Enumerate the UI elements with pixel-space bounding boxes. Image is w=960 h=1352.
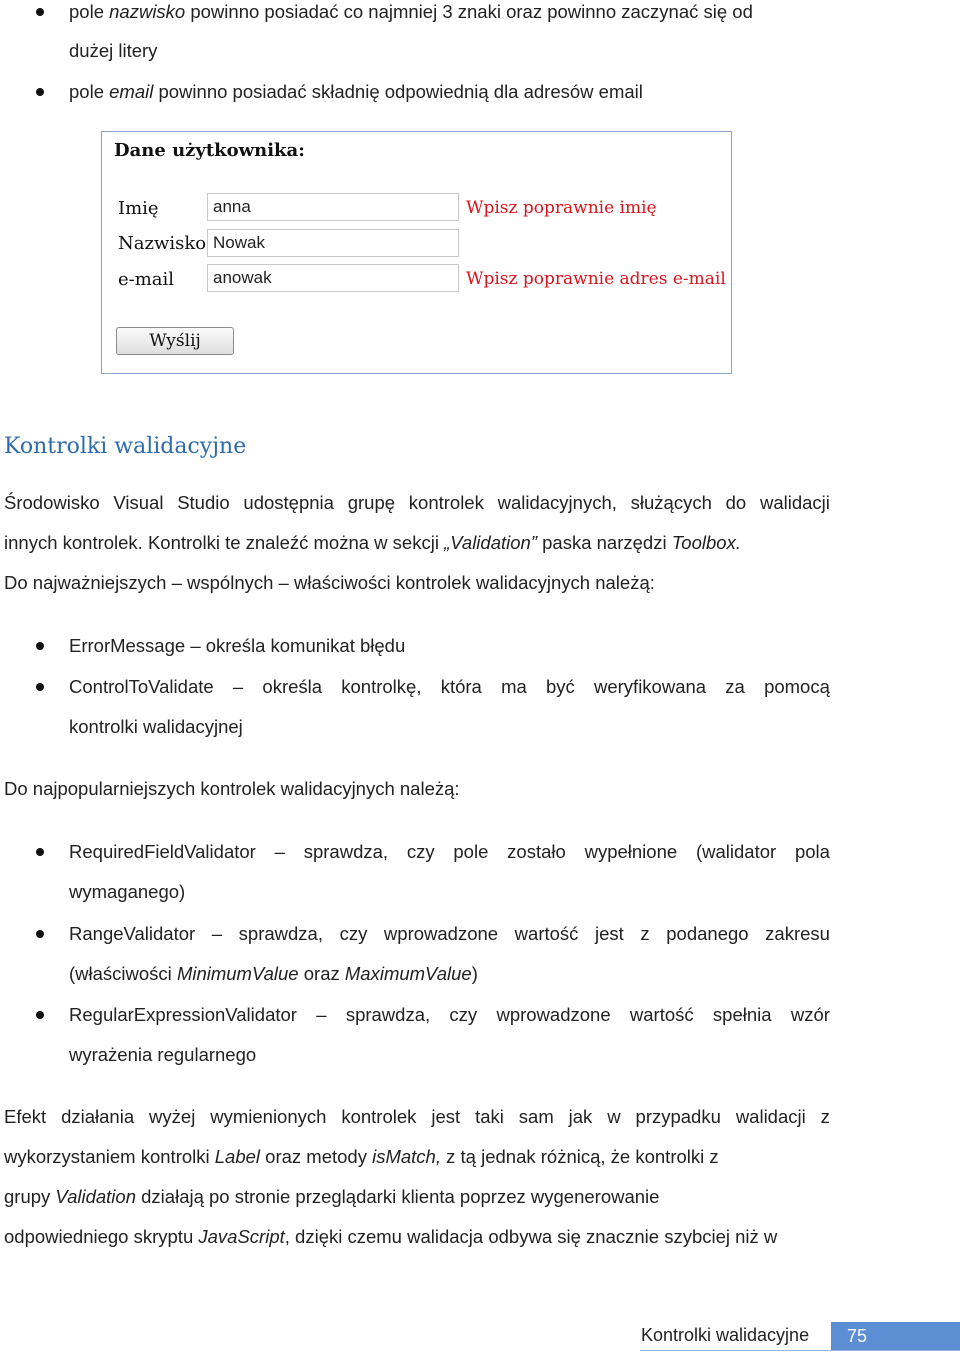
list-item: ErrorMessage – określa komunikat błędu <box>69 635 406 656</box>
list-item-continuation: wyrażenia regularnego <box>69 1044 257 1065</box>
paragraph-line: innych kontrolek. Kontrolki te znaleźć można w sekcji „Validation” paska narzędzi Toolbox. <box>4 532 741 553</box>
form-screenshot <box>101 131 732 374</box>
list-item: pole nazwisko powinno posiadać co najmniej 3 znaki oraz powinno zaczynać się od <box>69 1 753 22</box>
bullet-dot <box>36 88 44 96</box>
paragraph-line: Efekt działania wyżej wymienionych kontrolek jest taki sam jak w przypadku walidacji z <box>4 1106 830 1127</box>
field-label-email: e-mail <box>118 269 175 290</box>
list-item-continuation: dużej litery <box>69 40 158 61</box>
bullet-dot <box>36 642 44 650</box>
list-item-continuation: kontrolki walidacyjnej <box>69 716 243 737</box>
form-title: Dane użytkownika: <box>114 140 305 161</box>
list-item: RangeValidator – sprawdza, czy wprowadzone wartość jest z podanego zakresu <box>69 923 830 944</box>
bullet-dot <box>36 1011 44 1019</box>
bullet-dot <box>36 848 44 856</box>
paragraph-line: Do najpopularniejszych kontrolek walidacyjnych należą: <box>4 778 460 799</box>
list-item-continuation: (właściwości MinimumValue oraz MaximumValue) <box>69 963 478 984</box>
first-name-input[interactable]: anna <box>207 193 459 221</box>
paragraph-line: Do najważniejszych – wspólnych – właściwości kontrolek walidacyjnych należą: <box>4 572 655 593</box>
bullet-dot <box>36 8 44 16</box>
footer-chapter-title: Kontrolki walidacyjne <box>641 1325 810 1345</box>
first-name-error: Wpisz poprawnie imię <box>466 198 657 218</box>
section-heading: Kontrolki walidacyjne <box>4 434 247 459</box>
submit-button[interactable]: Wyślij <box>116 327 234 355</box>
list-item: pole email powinno posiadać składnię odpowiednią dla adresów email <box>69 81 643 102</box>
list-item: RequiredFieldValidator – sprawdza, czy pole zostało wypełnione (walidator pola <box>69 841 830 862</box>
email-input[interactable]: anowak <box>207 264 459 292</box>
footer-divider <box>640 1350 960 1351</box>
list-item-continuation: wymaganego) <box>69 881 186 902</box>
field-label-first-name: Imię <box>118 198 159 219</box>
paragraph-line: Środowisko Visual Studio udostępnia grupę kontrolek walidacyjnych, służących do walidacji <box>4 492 830 513</box>
bullet-dot <box>36 930 44 938</box>
last-name-input[interactable]: Nowak <box>207 229 459 257</box>
list-item: ControlToValidate – określa kontrolkę, która ma być weryfikowana za pomocą <box>69 676 830 697</box>
page-number: 75 <box>831 1322 960 1350</box>
paragraph-line: wykorzystaniem kontrolki Label oraz metody isMatch, z tą jednak różnicą, że kontrolki z <box>4 1146 719 1167</box>
field-label-last-name: Nazwisko <box>118 233 207 254</box>
paragraph-line: odpowiedniego skryptu JavaScript, dzięki czemu walidacja odbywa się znacznie szybciej niż w <box>4 1226 778 1247</box>
paragraph-line: grupy Validation działają po stronie przeglądarki klienta poprzez wygenerowanie <box>4 1186 660 1207</box>
email-error: Wpisz poprawnie adres e-mail <box>466 269 726 289</box>
list-item: RegularExpressionValidator – sprawdza, czy wprowadzone wartość spełnia wzór <box>69 1004 830 1025</box>
bullet-dot <box>36 683 44 691</box>
